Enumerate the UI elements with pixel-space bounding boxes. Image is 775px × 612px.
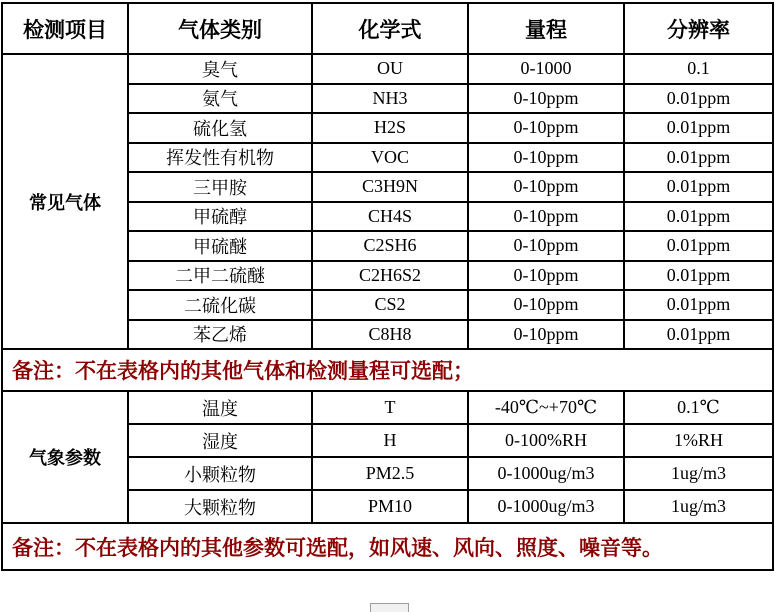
param-formula: H [312,424,468,457]
gas-spec-table [1,2,774,571]
gas-resolution: 0.01ppm [624,172,773,202]
gas-range: 0-1000 [468,54,624,84]
gas-name: 二甲二硫醚 [128,261,312,291]
param-name: 大颗粒物 [128,490,312,523]
param-name: 小颗粒物 [128,457,312,490]
gas-range: 0-10ppm [468,143,624,173]
gas-name: 臭气 [128,54,312,84]
gas-resolution: 0.01ppm [624,84,773,114]
gas-resolution: 0.01ppm [624,113,773,143]
gas-resolution: 0.01ppm [624,143,773,173]
gas-name: 三甲胺 [128,172,312,202]
gas-name: 甲硫醚 [128,231,312,261]
param-resolution: 1ug/m3 [624,490,773,523]
gas-formula: OU [312,54,468,84]
param-range: 0-1000ug/m3 [468,457,624,490]
gas-name: 氨气 [128,84,312,114]
gas-range: 0-10ppm [468,113,624,143]
header-range: 量程 [468,3,624,54]
gas-resolution: 0.1 [624,54,773,84]
gas-formula: VOC [312,143,468,173]
param-name: 湿度 [128,424,312,457]
param-formula: PM2.5 [312,457,468,490]
param-range: -40℃~+70℃ [468,391,624,424]
param-resolution: 1ug/m3 [624,457,773,490]
param-formula: T [312,391,468,424]
gas-range: 0-10ppm [468,320,624,350]
gas-name: 硫化氢 [128,113,312,143]
header-formula: 化学式 [312,3,468,54]
section-label-common-gases: 常见气体 [2,54,128,349]
gas-name: 甲硫醇 [128,202,312,232]
gas-range: 0-10ppm [468,261,624,291]
gas-formula: C2SH6 [312,231,468,261]
gas-formula: CH4S [312,202,468,232]
gas-range: 0-10ppm [468,172,624,202]
gas-range: 0-10ppm [468,290,624,320]
gas-range: 0-10ppm [468,202,624,232]
header-row [2,3,773,54]
note-row-weather [2,523,773,570]
gas-formula: H2S [312,113,468,143]
note-gas-text: 备注：不在表格内的其他气体和检测量程可选配； [2,349,773,391]
gas-resolution: 0.01ppm [624,290,773,320]
param-name: 温度 [128,391,312,424]
note-row-gas [2,349,773,391]
gas-formula: C3H9N [312,172,468,202]
gas-formula: C8H8 [312,320,468,350]
param-range: 0-1000ug/m3 [468,490,624,523]
param-range: 0-100%RH [468,424,624,457]
header-gas-category: 气体类别 [128,3,312,54]
gas-resolution: 0.01ppm [624,261,773,291]
param-formula: PM10 [312,490,468,523]
gas-formula: NH3 [312,84,468,114]
gas-resolution: 0.01ppm [624,231,773,261]
param-resolution: 0.1℃ [624,391,773,424]
gas-name: 二硫化碳 [128,290,312,320]
cutoff-table-fragment [370,603,409,612]
header-resolution: 分辨率 [624,3,773,54]
gas-resolution: 0.01ppm [624,320,773,350]
note-weather-text: 备注：不在表格内的其他参数可选配，如风速、风向、照度、噪音等。 [2,523,773,570]
gas-formula: CS2 [312,290,468,320]
table-row [2,391,773,424]
header-detect-item: 检测项目 [2,3,128,54]
section-label-weather-params: 气象参数 [2,391,128,523]
table-row [2,54,773,84]
gas-range: 0-10ppm [468,84,624,114]
gas-range: 0-10ppm [468,231,624,261]
param-resolution: 1%RH [624,424,773,457]
gas-formula: C2H6S2 [312,261,468,291]
gas-name: 苯乙烯 [128,320,312,350]
gas-resolution: 0.01ppm [624,202,773,232]
gas-name: 挥发性有机物 [128,143,312,173]
